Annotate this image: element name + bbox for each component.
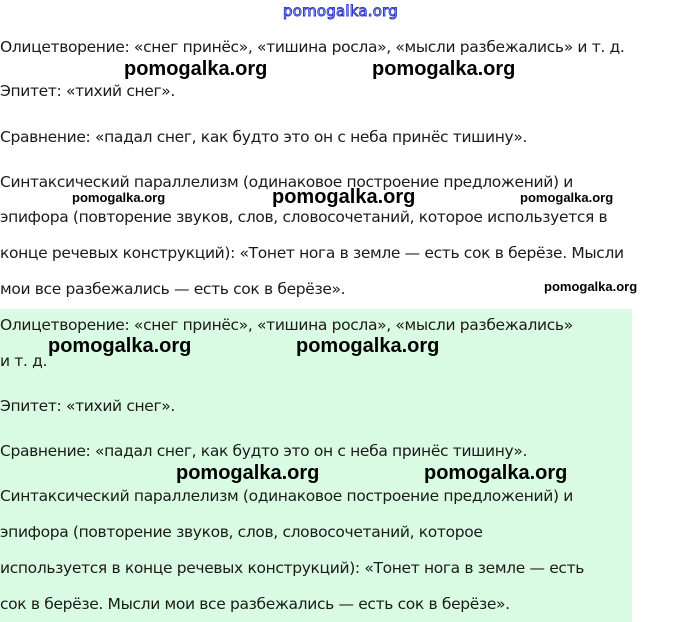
parallelism-line-2: эпифора (повторение звуков, слов, словосочетаний, которое используется в (0, 208, 608, 226)
parallelism-line-3: используется в конце речевых конструкций): «Тонет нога в земле — есть (0, 559, 585, 577)
watermark: pomogalka.org (520, 190, 614, 205)
watermark: pomogalka.org (124, 58, 268, 80)
site-header-link[interactable]: pomogalka.org (283, 2, 398, 20)
watermark: pomogalka.org (424, 462, 568, 484)
parallelism-line-4: мои все разбежались — есть сок в берёзе». (0, 280, 346, 298)
epithet-line: Эпитет: «тихий снег». (0, 82, 176, 100)
parallelism-line-4: сок в берёзе. Мысли мои все разбежались — есть сок в берёзе». (0, 595, 510, 613)
parallelism-line-3: конце речевых конструкций): «Тонет нога в земле — есть сок в берёзе. Мысли (0, 244, 624, 262)
watermark: pomogalka.org (544, 279, 638, 294)
watermark: pomogalka.org (272, 186, 416, 208)
personification-line: Олицетворение: «снег принёс», «тишина росла», «мысли разбежались» и т. д. (0, 38, 625, 56)
watermark: pomogalka.org (372, 58, 516, 80)
personification-line: Олицетворение: «снег принёс», «тишина росла», «мысли разбежались» (0, 316, 573, 334)
comparison-line: Сравнение: «падал снег, как будто это он с неба принёс тишину». (0, 128, 528, 146)
watermark: pomogalka.org (48, 335, 192, 357)
watermark: pomogalka.org (72, 190, 166, 205)
watermark: pomogalka.org (176, 462, 320, 484)
parallelism-line-1: Синтаксический параллелизм (одинаковое построение предложений) и (0, 487, 573, 505)
parallelism-line-2: эпифора (повторение звуков, слов, словосочетаний, которое (0, 523, 483, 541)
epithet-line: Эпитет: «тихий снег». (0, 397, 176, 415)
personification-line-cont: и т. д. (0, 352, 48, 370)
comparison-line: Сравнение: «падал снег, как будто это он с неба принёс тишину». (0, 442, 528, 460)
watermark: pomogalka.org (296, 335, 440, 357)
parallelism-line-1: Синтаксический параллелизм (одинаковое построение предложений) и (0, 173, 573, 191)
